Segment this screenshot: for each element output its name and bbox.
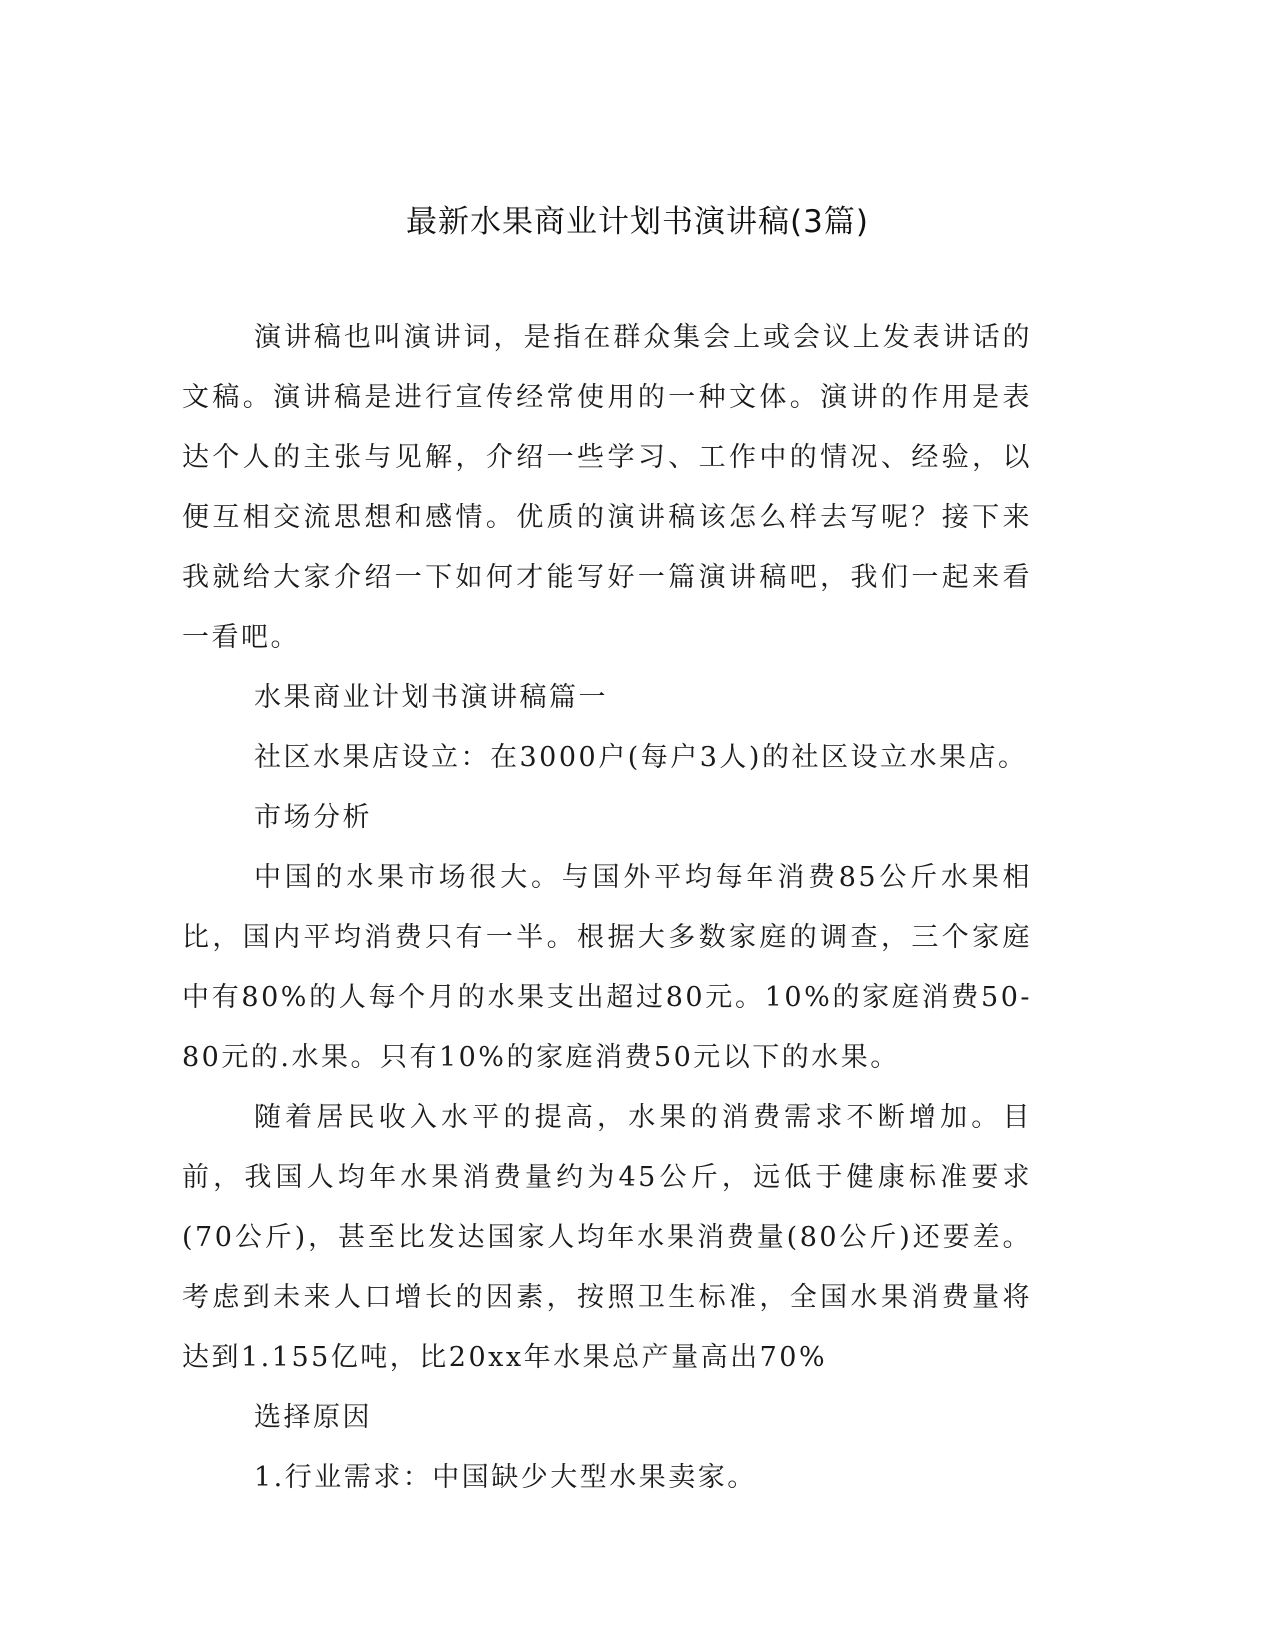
section-heading-market-analysis: 市场分析 <box>254 802 372 833</box>
reason-item-1: 1.行业需求：中国缺少大型水果卖家。 <box>254 1462 757 1493</box>
document-title: 最新水果商业计划书演讲稿(3篇) <box>406 204 869 240</box>
document-body <box>182 308 1032 1508</box>
section-heading-reasons: 选择原因 <box>254 1402 372 1433</box>
intro-paragraph: 演讲稿也叫演讲词，是指在群众集会上或会议上发表讲话的文稿。演讲稿是进行宣传经常使用的一种文体。演讲的作用是表达个人的主张与见解，介绍一些学习、工作中的情况、经验，以便互相交流思想和感情。优质的演讲稿该怎么样去写呢？接下来我就给大家介绍一下如何才能写好一篇演讲稿吧，我们一起来看一看吧。 <box>182 322 1032 653</box>
store-setup-paragraph: 社区水果店设立：在3000户(每户3人)的社区设立水果店。 <box>254 742 1028 773</box>
consumption-paragraph: 随着居民收入水平的提高，水果的消费需求不断增加。目前，我国人均年水果消费量约为45公斤，远低于健康标准要求(70公斤)，甚至比发达国家人均年水果消费量(80公斤)还要差。考虑到未来人口增长的因素，按照卫生标准，全国水果消费量将达到1.155亿吨，比20xx年水果总产量高出70% <box>182 1102 1032 1373</box>
section-heading-part-one: 水果商业计划书演讲稿篇一 <box>254 682 608 713</box>
market-paragraph: 中国的水果市场很大。与国外平均每年消费85公斤水果相比，国内平均消费只有一半。根据大多数家庭的调查，三个家庭中有80%的人每个月的水果支出超过80元。10%的家庭消费50-80元的.水果。只有10%的家庭消费50元以下的水果。 <box>182 862 1032 1073</box>
